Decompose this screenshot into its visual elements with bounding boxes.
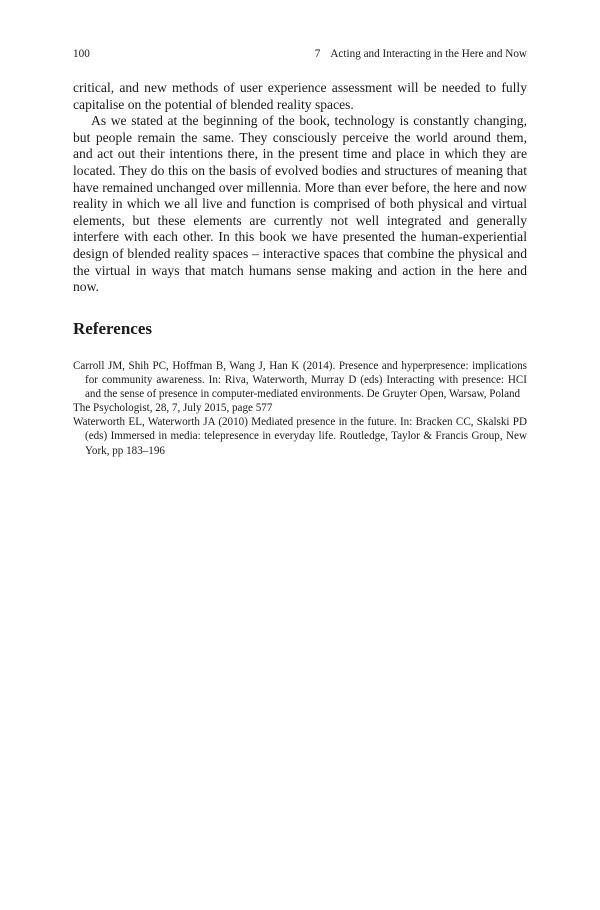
references-list bbox=[73, 359, 527, 458]
chapter-header bbox=[315, 46, 527, 62]
book-page bbox=[73, 0, 527, 910]
page-number: 100 bbox=[73, 48, 90, 60]
body-text bbox=[73, 80, 527, 296]
reference-item: The Psychologist, 28, 7, July 2015, page 577 bbox=[73, 402, 273, 415]
paragraph: As we stated at the beginning of the book, technology is constantly changing, but people remain the same. They consciously perceive the world around them, and act out their intentions there, in the present time and place in which they are located. They do this on the basis of evolved bodies and structures of meaning that have remained unchanged over millennia. More than ever before, the here and now reality in which we all live and function is comprised of both physical and virtual elements, but these elements are currently not well integrated and generally interfere with each other. In this book we have presented the human-experiential design of blended reality spaces – interactive spaces that combine the physical and the virtual in ways that match humans sense making and action in the here and now. bbox=[73, 113, 527, 295]
chapter-title: Acting and Interacting in the Here and Now bbox=[330, 48, 527, 60]
running-head bbox=[73, 46, 527, 62]
chapter-number: 7 bbox=[314, 48, 321, 60]
references-heading: References bbox=[73, 319, 152, 338]
reference-item: Waterworth EL, Waterworth JA (2010) Mediated presence in the future. In: Bracken CC, Skalski PD (eds) Immersed in media: telepresence in everyday life. Routledge, Taylor & Francis Group, New York, pp 183–196 bbox=[73, 416, 527, 457]
reference-item: Carroll JM, Shih PC, Hoffman B, Wang J, Han K (2014). Presence and hyperpresence: implications for community awareness. In: Riva, Waterworth, Murray D (eds) Interacting with presence: HCI and the sense of presence in computer-mediated environments. De Gruyter Open, Warsaw, Poland bbox=[73, 360, 527, 401]
paragraph-continued: critical, and new methods of user experience assessment will be needed to fully capitalise on the potential of blended reality spaces. bbox=[73, 80, 527, 112]
